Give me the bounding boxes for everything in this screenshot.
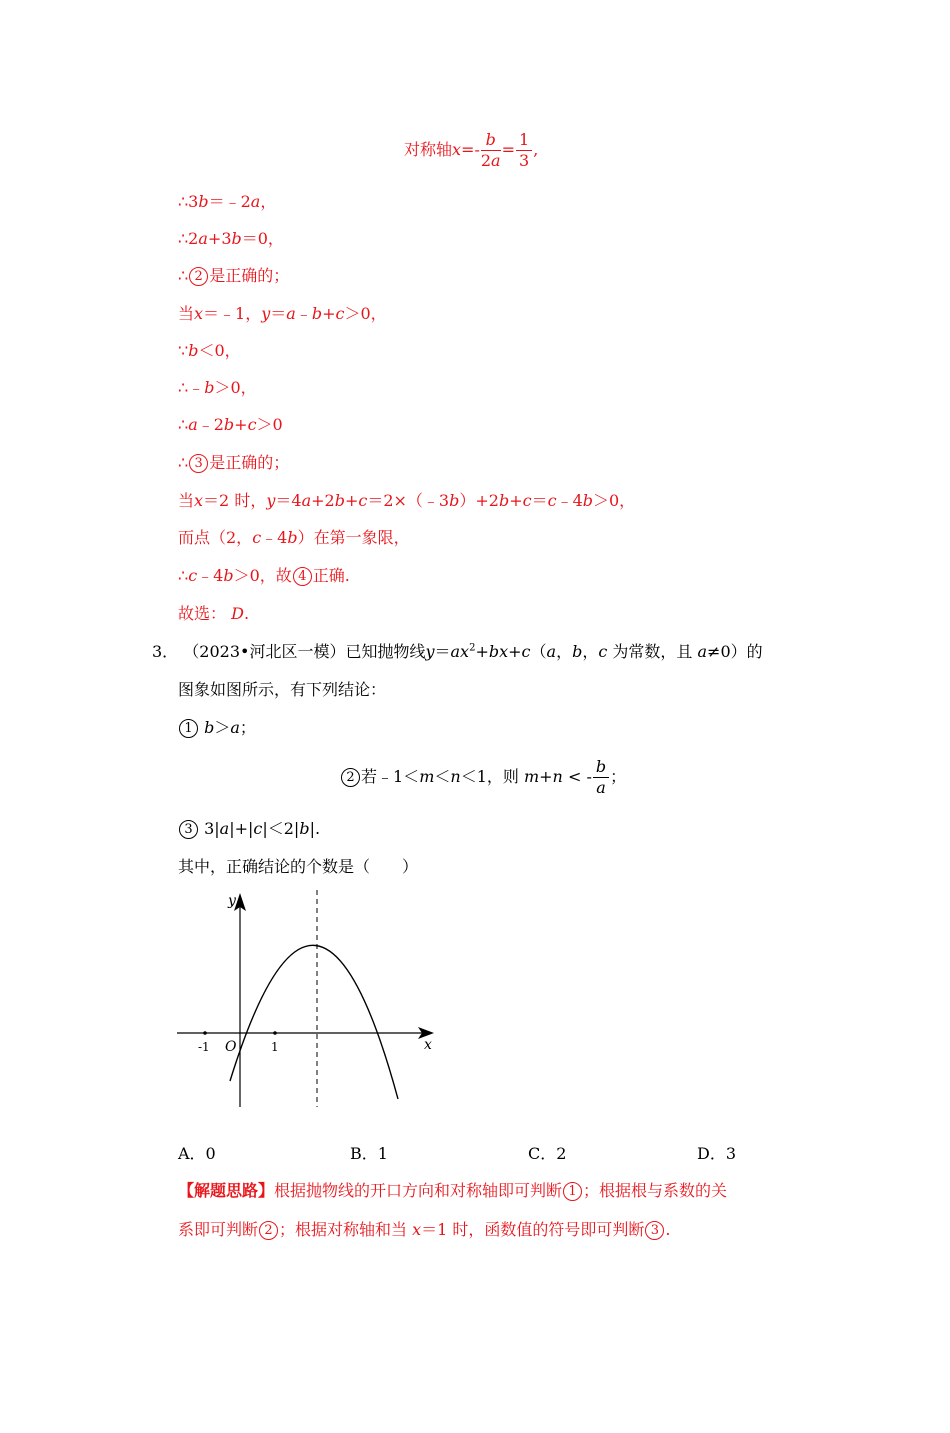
parabola-graph: [172, 885, 442, 1115]
var-b: b: [311, 304, 323, 323]
var-m: m: [419, 767, 435, 786]
eq: =: [501, 140, 515, 159]
frac-numerator: b: [481, 130, 501, 151]
text: ﹣: [295, 304, 312, 323]
text: ∴: [178, 453, 189, 472]
text: .: [665, 1220, 671, 1239]
text: ，: [582, 642, 599, 661]
circled-number: 4: [293, 567, 312, 586]
text: ＝﹣2: [208, 192, 251, 211]
option-a[interactable]: A．0: [178, 1144, 216, 1163]
term-bx: bx: [488, 642, 509, 661]
var-b: b: [572, 642, 583, 661]
text: ＝2×（﹣3: [367, 491, 450, 510]
text: ﹣2: [197, 415, 224, 434]
var-b: b: [299, 819, 310, 838]
text: 当: [178, 491, 195, 510]
text: ∴: [178, 566, 189, 585]
frac-denominator: a: [596, 778, 606, 797]
step-neg-b-pos: [178, 378, 257, 398]
text: ＞0，: [344, 304, 387, 323]
var-c: c: [521, 642, 531, 661]
var-x: x: [194, 491, 204, 510]
text: ∴﹣: [178, 378, 205, 397]
answer-letter: D: [231, 604, 244, 623]
step-3b-eq-neg2a: [178, 192, 276, 212]
origin-label: O: [225, 1039, 237, 1055]
text: 是正确的；: [209, 453, 290, 472]
circled-number: 3: [189, 454, 208, 473]
text: .: [243, 604, 250, 623]
var-b: b: [204, 718, 215, 737]
text: ＜1，则: [460, 767, 524, 786]
text: 当: [178, 304, 195, 323]
text: +3: [207, 229, 232, 248]
text: ＝: [434, 642, 451, 661]
exponent: 2: [469, 642, 476, 654]
var-x: x: [452, 140, 462, 159]
conclusion-2: [340, 755, 626, 799]
text: 是正确的；: [209, 266, 290, 285]
text: 而点（2，: [178, 528, 253, 547]
var-c: c: [247, 415, 257, 434]
step-2a-plus-3b: [178, 229, 284, 249]
var-c: c: [522, 491, 532, 510]
parabola-curve: [230, 945, 398, 1099]
answer-line: [178, 604, 249, 624]
text: ＜0，: [198, 341, 241, 360]
text: ＝0，: [241, 229, 284, 248]
var-b: b: [223, 415, 235, 434]
text: ﹣4: [556, 491, 583, 510]
step-4-correct: [178, 566, 350, 586]
text: 3|: [199, 819, 220, 838]
var-c: c: [598, 642, 608, 661]
step-x-neg1: [178, 304, 387, 324]
var-a: a: [250, 192, 261, 211]
var-n: n: [552, 767, 563, 786]
hint-heading: 【解题思路】: [178, 1181, 275, 1200]
var-a: a: [188, 415, 198, 434]
step-3-correct: [178, 453, 289, 473]
tick-label-1: 1: [271, 1040, 279, 1054]
var-c: c: [253, 819, 263, 838]
text: ＝: [531, 491, 548, 510]
hint-line-2: [178, 1220, 671, 1240]
text: |＜2|: [262, 819, 300, 838]
text: +: [322, 304, 336, 323]
text: ∴: [178, 415, 189, 434]
text: 正确.: [312, 566, 350, 585]
tick-dot-neg1: [203, 1031, 207, 1035]
circled-number: 1: [563, 1182, 582, 1201]
conclusion-1: [178, 718, 256, 738]
text: ≠0）的: [707, 642, 763, 661]
var-b: b: [334, 491, 345, 510]
var-b: b: [287, 528, 298, 547]
step-b-neg: [178, 341, 241, 361]
text: +: [234, 415, 248, 434]
var-a: a: [301, 491, 312, 510]
var-m: m: [523, 767, 540, 786]
text: ；根据对称轴和当: [279, 1220, 413, 1239]
fraction-b-over-2a: [481, 130, 501, 171]
text: （2023•河北区一模）已知抛物线: [183, 642, 426, 661]
var-y: y: [425, 642, 435, 661]
text: +: [539, 767, 553, 786]
frac-den-2: 2: [480, 151, 492, 170]
text: 根据抛物线的开口方向和对称轴即可判断: [274, 1181, 563, 1200]
fraction-b-over-a: [593, 757, 609, 798]
text: ，: [556, 642, 573, 661]
var-n: n: [450, 767, 461, 786]
var-c: c: [252, 528, 262, 547]
var-c: c: [335, 304, 345, 323]
var-y: y: [261, 304, 271, 323]
text: +: [475, 642, 489, 661]
text: ；: [239, 718, 256, 737]
text: ）+2: [459, 491, 499, 510]
step-x-2: [178, 491, 635, 511]
circled-number: 1: [179, 719, 198, 738]
y-axis-label: y: [228, 893, 236, 909]
x-axis-label: x: [424, 1037, 432, 1053]
term-ax: ax: [450, 642, 470, 661]
tick-dot-1: [273, 1031, 277, 1035]
text: ；: [610, 767, 627, 786]
text: ﹣4: [261, 528, 288, 547]
var-a: a: [546, 642, 557, 661]
frac-numerator: b: [593, 757, 609, 778]
tick-label-neg1: -1: [198, 1040, 210, 1054]
var-y: y: [266, 491, 276, 510]
var-a: a: [697, 642, 708, 661]
var-b: b: [188, 341, 199, 360]
text: ∴2: [178, 229, 199, 248]
question-number: 3．: [152, 642, 179, 661]
frac-denominator: 3: [519, 151, 530, 170]
text: ＝2 时，: [203, 491, 267, 510]
var-a: a: [286, 304, 296, 323]
text: ﹣4: [197, 566, 224, 585]
text: ＝4: [275, 491, 302, 510]
text: < -: [562, 767, 592, 786]
option-b[interactable]: B．1: [350, 1144, 388, 1163]
text: 故选：: [178, 604, 227, 623]
text: +: [508, 642, 522, 661]
text: ∴: [178, 266, 189, 285]
var-c: c: [547, 491, 557, 510]
fraction-1-over-3: [516, 130, 532, 171]
var-a: a: [198, 229, 208, 248]
comma: ,: [533, 140, 539, 159]
var-a: a: [230, 718, 240, 737]
question-3-line2: 图象如图所示，有下列结论：: [178, 680, 387, 699]
var-x: x: [194, 304, 204, 323]
text: 为常数，且: [607, 642, 698, 661]
var-b: b: [198, 192, 209, 211]
text: ；根据根与系数的关: [583, 1181, 728, 1200]
text: ）在第一象限，: [297, 528, 410, 547]
text: ＝1 时，函数值的符号即可判断: [421, 1220, 645, 1239]
var-c: c: [188, 566, 198, 585]
conclusion-3: [178, 819, 320, 839]
text: +2: [311, 491, 335, 510]
var-b: b: [582, 491, 593, 510]
step-2-correct: [178, 266, 289, 286]
step-a-2b-c: [178, 415, 283, 435]
var-x: x: [412, 1220, 422, 1239]
circled-number: 3: [645, 1221, 664, 1240]
question-ask: 其中，正确结论的个数是（ ）: [178, 857, 419, 876]
hint-line-1: [178, 1181, 727, 1201]
var-b: b: [498, 491, 510, 510]
text: +: [344, 491, 359, 510]
var-c: c: [358, 491, 368, 510]
text: ＞0，故: [233, 566, 292, 585]
var-b: b: [231, 229, 242, 248]
eq-minus: =-: [461, 140, 480, 159]
frac-numerator: 1: [516, 130, 532, 151]
step-point-quadrant: [178, 528, 410, 548]
text: +: [509, 491, 523, 510]
circled-number: 2: [341, 768, 360, 787]
var-b: b: [223, 566, 234, 585]
text: ∴3: [178, 192, 199, 211]
text: ＞0: [256, 415, 283, 434]
text: （: [530, 642, 547, 661]
text: ＝﹣1，: [203, 304, 262, 323]
text: ＞0，: [214, 378, 257, 397]
question-3-stem: [152, 642, 763, 662]
text: 若﹣1＜: [361, 767, 420, 786]
var-b: b: [449, 491, 460, 510]
text: ＝: [270, 304, 287, 323]
axis-of-symmetry-line: [404, 130, 538, 171]
circled-number: 3: [179, 820, 198, 839]
text: ∵: [178, 341, 189, 360]
text: ＞0，: [593, 491, 636, 510]
text: |.: [309, 819, 321, 838]
frac-den-a: a: [491, 151, 501, 170]
text: ，: [260, 192, 277, 211]
var-a: a: [219, 819, 230, 838]
text: ＜: [434, 767, 451, 786]
var-b: b: [204, 378, 215, 397]
circled-number: 2: [259, 1221, 278, 1240]
text: |+|: [229, 819, 254, 838]
option-d[interactable]: D．3: [697, 1144, 737, 1163]
circled-number: 2: [189, 267, 208, 286]
text: 系即可判断: [178, 1220, 259, 1239]
text: ＞: [214, 718, 231, 737]
axis-prefix: 对称轴: [404, 140, 453, 159]
option-c[interactable]: C．2: [528, 1144, 567, 1163]
